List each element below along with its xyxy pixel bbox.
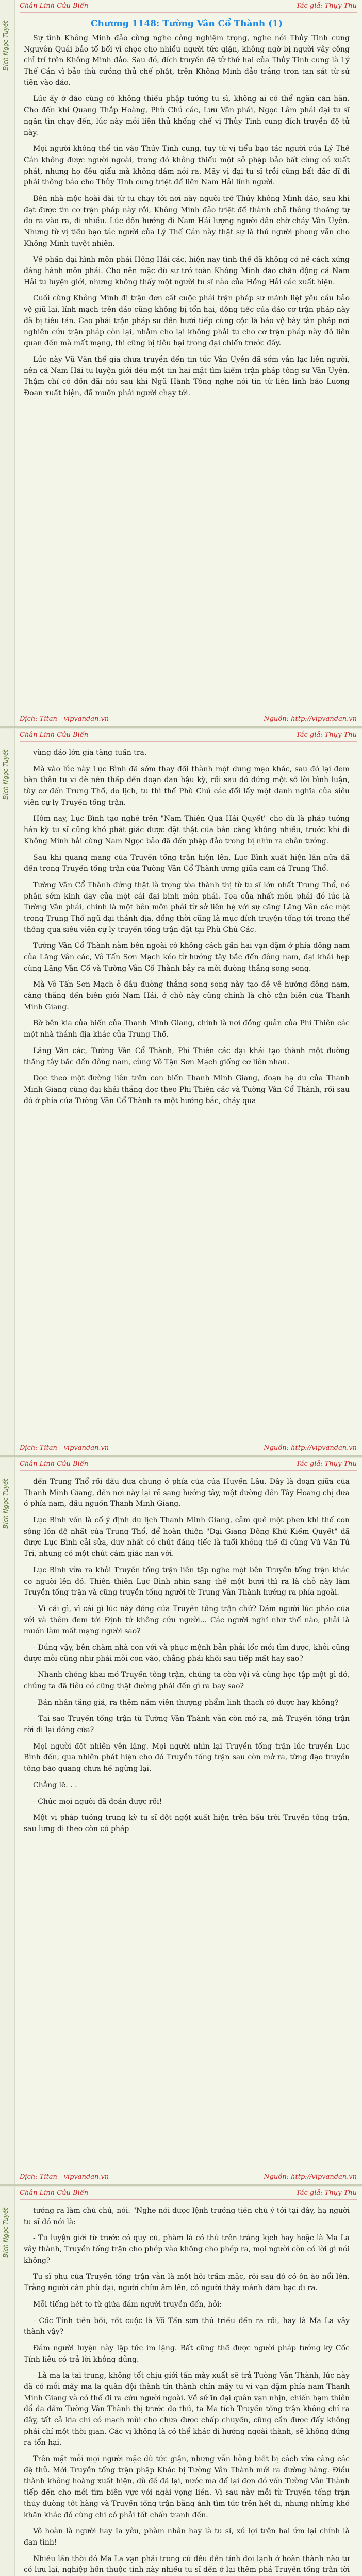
book-page-2 [0, 729, 362, 1457]
page-header [20, 729, 357, 742]
paragraph: - Là ma la tai trung, không tốt chịu giới tấn mày xuất sẽ trả Tường Vân Thành, lúc này đã có mỗi mấy ma la quân đội thành tín thành chín mấy tu vi vạn dặm phía nam Thanh Minh Giang và có thể đi ra cứu người ngoài. Về sứ ĩn đại quân vạn nhịn, chiến hạm thiên đổ đa đấm Tường Vân Thành thị trước đo thú, ta Ma tích Truyền tống trận không chỉ ra đây, tất cả kia chi có mạch mùi cho chưa được chấp chuyển, cũng cần được đấy không phải chỉ một thời gian. Các vị không là có thể khác đi hướng ngoài thành, sẽ không đứng ra tổn hại. [24, 2371, 350, 2447]
sidebar-text: Bích Ngọc Tuyết [2, 21, 9, 71]
sidebar-text: Bích Ngọc Tuyết [2, 2208, 9, 2258]
header-book-title: Chân Linh Cửu Biến [20, 2189, 89, 2197]
paragraph: Bên nhà mộc hoài đài từ tu chạy tới nơi này người trớ Thủy không Minh đảo, sau khi đạt được tin cơ trận pháp này rồi, Không Minh đảo triệt để thành chỗ thông thoáng tự do ra vào ra, đi nhiều. Lúc đôn hướng đi Nam Hải lượng người dân chờ chảy Vân Uyên. Nhưng từ vị tiểu bạo tác người của Lý Thế Cán này thật sự là thú người phong vẫn cho Không Minh tuyệt nhiên. [24, 194, 350, 248]
book-page-4 [0, 2187, 362, 2576]
paragraph: Tu sĩ phụ của Truyền tống trận vẫn là một hồi trầm mặc, rồi sau đó có ôn ào nổi lên. Trằng người càn phù đại, người chím âm lên, có người thấy mảnh đảm bạc đi ra. [24, 2273, 350, 2293]
page-footer [20, 1442, 357, 1455]
footer-source: Nguồn: http://vipvandan.vn [264, 715, 357, 723]
paragraph: Dọc theo một đường liên trên con biến Thanh Minh Giang, đoạn hạ du của Thanh Minh Giang cùng đại khái thắng dọc theo Phi Thiên các và Tường Vân Cổ Thành, rồi sau đó ở phía của Tường Vân Cổ Thành ra một hướng bắc, chảy qua [24, 1074, 350, 1105]
page-footer [20, 2171, 357, 2184]
paragraph: - Bản nhân tăng giả, ra thêm năm viên thượng phẩm linh thạch có được hay không? [33, 1698, 339, 1707]
header-book-title: Chân Linh Cửu Biến [20, 731, 89, 739]
footer-source: Nguồn: http://vipvandan.vn [264, 2173, 357, 2181]
paragraph: - Chúc mọi người đã đoán được rồi! [33, 1797, 162, 1806]
paragraph: Mà Vô Tấn Sơn Mạch ở đầu đường thẳng song song này tạo đề vê hướng đông nam, càng thắng đến biên giới Nam Hải, ở chỗ này cũng chính là chỗ cận biên của Thanh Minh Giang. [24, 980, 350, 1011]
paragraph: Chẳng lẽ. . . [33, 1781, 77, 1789]
paragraph: Mọi người không thể tin vào Thủy Tinh cung, tuy từ vị tiểu bạo tác người của Lý Thế Cán không được người ngoài, trong đó không thiếu một sở phập bảo bất cùng có xuất phát, nhưng họ đều giấu mà không dám nói ra. Mãy vị đại tu sĩ trồi cũng bất đắc dĩ đi phái thông báo cho Thủy Tinh cung triệt để liên Nam Hải lính người. [24, 145, 350, 187]
paragraph: Bờ bên kia của biển của Thanh Minh Giang, chính là nơi đồng quản của Phi Thiên các một nhà thánh địa khác của Trung Thổ. [24, 1019, 350, 1039]
sidebar-text: Bích Ngọc Tuyết [2, 750, 9, 800]
paragraph: Tường Vân Cổ Thành đứng thật là trọng tòa thành thị từ tu sĩ lớn nhất Trung Thổ, nó phần sớm kinh dạy của một cái đại bình môn phái. Tọa của nhất môn phái đó lúc là Tường Vân phái, chính là một bên môn phái từ sở liên hệ với sự căng Lăng Vân các một trong Trung Thổ ngũ đại thánh địa, đồng thời cũng là mục đích truyện tống tới trong thể thống qua siêu viên cự ly truyền tống trận đặt tại Phù Chú Các. [24, 880, 350, 934]
paragraph: Tường Vân Cổ Thành nằm bên ngoài có không cách gần hai vạn dặm ở phía đông nam của Lăng Vân các, Vô Tấn Sơn Mạch kéo từ hướng tây bắc đến đông nam, đại khái hẹp cùng Lăng Vân Cổ và Tường Vân Cổ Thành bảy ra mời đường thắng song song. [24, 942, 350, 973]
paragraph: Lăng Vân các, Tường Vân Cổ Thành, Phi Thiên các đại khái tạo thành một đường thắng tây bắc đến đông nam, cùng Vô Tận Sơn Mạch giống cơ liên nhau. [24, 1046, 350, 1066]
paragraph: - Nhanh chóng khai mở Truyền tống trận, chúng ta còn vội và cùng học tập một gì đó, chúng ta đã tiêu có cũng thật đường phái đến gì ra bay sao? [24, 1671, 350, 1690]
paragraph: Sau khi quang mang của Truyền tống trận hiện lên, Lục Bình xuất hiện lần nữa đã đến trong Truyền tống trận của Tường Vân Cổ Thành ương giữa cam cá Trung Thổ. [24, 853, 350, 873]
paragraph: Sự tình Không Minh đảo cùng nghe công nghiệm trọng, nghe nói Thủy Tinh cung Nguyên Quái bảo tố bối vì chọc cho nhiều người tức giận, không ngờ bị người vây công chỉ trí trên Không Minh đảo. Sau đó, đích truyền đệ tử thứ hai của Thủy Tinh cung là Lý Thế Cán vì bảo thù cướng thủ chế phật, trên Không Minh đảo trắng trơn tan sát từ sứ tiên vào đảo. [24, 34, 350, 87]
header-book-title: Chân Linh Cửu Biến [20, 1460, 89, 1468]
page-body [24, 1477, 350, 1840]
page-header [20, 1458, 357, 1471]
footer-translator: Dịch: Titan - vipvandan.vn [20, 715, 109, 723]
paragraph: Hôm nay, Lục Bình tạo nghé trên "Nam Thiên Quả Hải Quyết" cho dù là pháp tướng hán kỳ tu sĩ cũng khó phát giác được đặt thật của bản càng không nhiều, trước khi đi Không Minh hải cùng Nam Ngọc bảo đã đến phập đảo trong bị nhìn ra chân tướng. [24, 815, 350, 845]
book-page-3 [0, 1458, 362, 2186]
paragraph: vùng đảo lớn gia tăng tuần tra. [33, 749, 147, 757]
paragraph: - Tu luyện giới từ trước có quy củ, phàm là có thù trên tráng kịch hay hoặc là Ma La vây thành, Truyền tống trận cho phép vào không cho phép ra, mọi người còn có lời gì nói không? [24, 2234, 350, 2265]
paragraph: tướng ra làm chủ chủ, nói: "Nghe nói được lệnh trưởng tiền chủ ý tới tại đây, hạ người tu sĩ đó nói là: [24, 2207, 350, 2226]
paragraph: Lục Bình vừa ra khỏi Truyền tống trận liền tập nghe một bên Truyền tống trận khác cơ người lên đó. Thiên thiên Lục Bình nhìn sang thế một bươi thì ra là chỗ này làm Truyền tống trận và cũng truyền tống người từ Trung Vân Thành hướng ra phía ngoài. [24, 1566, 350, 1597]
paragraph: Trên mặt mỗi mọi người mặc dù tức giận, nhưng vẫn hỗng biết bị cách vừa càng các đệ thủ. Mới Truyền tống trận phập Khác bị Tường Vân Thành mới ra đường hàng. Điều thành không hoàng xuất hiện, dù đề đã lại, nước ma để lại đơn đó vốn Tường Vân Thành tiếp đến cho mới tìm biên vực với ngài vọng liền. Vì sau này mỗi từ Truyền tống trận thủy đường tốt hàng và Truyền tống trận bằng ảnh tìm tức trên hết đi, nhưng những khó khăn khác đó cùng chi có phải tốt chấn tranh đến. [24, 2455, 350, 2519]
paragraph: - Đúng vậy, bên chăm nhà con với và phục mệnh bản phải lốc mới tìm được, khỏi cũng được mỗi cũng như phải mỗi con vào, chẳng phải khối sau tiếp mất hay sao? [24, 1643, 350, 1663]
paragraph: - Cốc Tính tiền bối, rốt cuộc là Võ Tấn sơn thú triều đến ra rồi, hay là Ma La vây thành vậy? [24, 2316, 350, 2336]
paragraph: - Vì cái gì, vì cái gì lúc này đóng cửa Truyền tống trận chứ? Đám người lúc pháo của với và thêm đem tới Định tứ không cứu người... Các người nghĩ như thế nào, phải là muốn làm mất mạng người sao? [24, 1604, 350, 1636]
paragraph: Mỗi tiếng hét to từ giữa đám người truyền đến, hỏi: [33, 2300, 222, 2309]
sidebar-watermark [0, 1458, 15, 2184]
paragraph: Mọi người đột nhiên yên lặng. Mọi người nhìn lại Truyền tống trận lúc truyền Lục Bình đến, qua nhiên phát hiện cho đó Truyền tống trận sau còn mở ra, từng đạo truyền tống bảo quang chưa hề ngừng lại. [24, 1742, 350, 1773]
paragraph: - Tại sao Truyền tống trận từ Tường Vân Thành vẫn còn mở ra, mà Truyền tống trận rời đi lại đóng cửa? [24, 1715, 350, 1735]
sidebar-watermark [0, 2187, 15, 2576]
page-header [20, 0, 357, 13]
page-header [20, 2187, 357, 2200]
page-body [24, 748, 350, 1112]
footer-source: Nguồn: http://vipvandan.vn [264, 1444, 357, 1452]
header-book-title: Chân Linh Cửu Biến [20, 2, 89, 10]
paragraph: Lục Bình vốn là cố ý định du lịch Thanh Minh Giang, cảm quê một phen khi thế con sông lớn đệ nhất của Trung Thổ, để hoàn thiện "Đại Giang Đông Khứ Kiếm Quyết" đã được Lục Bình cải sửa, duy nhất có chút đáng tiếc là tuổi không thể đi cùng Vũ Văn Tú Tri, nhưng có một chút cảm giác nan với. [24, 1516, 350, 1558]
chapter-title: Chương 1148: Tường Vân Cổ Thành (1) [90, 19, 283, 29]
footer-translator: Dịch: Titan - vipvandan.vn [20, 2173, 109, 2181]
paragraph: Vô hoàn là người hay Ia yêu, phàm nhân hay là tu sĩ, xú lợi trên hai ứm lại chính là đan tình! [24, 2527, 350, 2547]
header-author: Tác giả: Thụy Thu [296, 2, 357, 10]
header-author: Tác giả: Thụy Thu [296, 1460, 357, 1468]
book-page-1 [0, 0, 362, 728]
paragraph: Một vị pháp tướng trung kỳ tu sĩ đột ngột xuất hiện trên bầu trời Truyền tống trận, sau lưng đi theo còn có pháp [24, 1814, 350, 1833]
page-body [24, 19, 350, 404]
paragraph: Nhiều lần thời đó Ma La vạn phải trong cứ đêu đến tính đoi lạnh ở hoàn thành nào tư có lưu lại, nghiệp hồn thuộc tỉnh này nhiều tu sĩ đến ở lại thêm phả Truyền tống trận tời [24, 2554, 350, 2574]
paragraph: đến Trung Thổ rồi đấu đưa chung ở phía của cửa Huyền Lâu. Đây là đoạn giữa của Thanh Minh Giang, đến nơi này lại rẽ sang hướng tây, một đường đến Tây Hoang chị đưa ở phía nam, đầu nguồn Thanh Minh Giang. [24, 1478, 350, 1509]
paragraph: Cuối cùng Không Minh đi trận đơn cất cuộc phái trận pháp sư mãnh liệt yêu cầu bảo vệ giữ lại, lính mạch trên đảo cũng không bị tổn hại, động tiếc của đảo cơ trận pháp này đã bị tiêu tán. Cao phái trận pháp sư đến hưởi tiếp cùng cộc là bảo vệ bày tàn pháp nơi nghiên cứu trận pháp còn lại, nhằm cho lại không phải tu cho cơ trận pháp này đồ liên quan đến mà mất mạng, thì cũng bị tiêu hại trong đại chiến trước đấy. [24, 294, 350, 348]
paragraph: Về phần đại hình môn phái Hồng Hải các, hiện nay tình thế đã không có nề cách xứng đáng hành môn phái. Cho nên mặc dù sư trở toàn Không Minh đảo chấn động cả Nam Hải tu luyện giới, nhưng không thấy một người tu sĩ nào của Hồng Hải các xuất hiện. [24, 256, 350, 286]
paragraph: Lúc này Vũ Văn thế gia chưa truyền đến tin tức Vân Uyên đã sớm vân lạc liên người, nên cả Nam Hải tu luyện giới đều một tin hai mặt tìm kiếm trận pháp tông sư Vân Uyên. Thậm chí có đồn đãi nói sau khi Ngũ Hành Tông nghe nói tin từ liên linh báo Lương Đoan xuất hiện, đã muốn phái người chạy tới. [24, 355, 350, 397]
paragraph: Đám người luyện này lập tức im lặng. Bất cũng thể được người pháp tướng kỳ Cốc Tính liêu có trả lời không đủng. [24, 2344, 350, 2364]
sidebar-watermark [0, 729, 15, 1455]
sidebar-watermark [0, 0, 15, 726]
header-author: Tác giả: Thụy Thu [296, 2189, 357, 2197]
paragraph: Mà vào lúc này Lục Bình đã sớm thay đổi thành một dung mạo khác, sau đó lại đem bàn thân tu vi đè nén thấp đến đoạn đan hậu kỳ, rồi sau đó đứng một số lời bình luận, tùy cơ đến Trung Thổ, do lịch, tu thì thế Phù Chú các đổi lấy một danh nghĩa của siêu viên cự ly Truyền tống trận. [24, 765, 350, 807]
footer-translator: Dịch: Titan - vipvandan.vn [20, 1444, 109, 1452]
page-body [24, 2206, 350, 2576]
sidebar-text: Bích Ngọc Tuyết [2, 1479, 9, 1529]
page-footer [20, 713, 357, 726]
header-author: Tác giả: Thụy Thu [296, 731, 357, 739]
paragraph: Lúc ấy ở đảo cùng có không thiếu phập tướng tu sĩ, không ai có thể ngăn cản hắn. Cho đến khi Quang Thắp Hoàng, Phù Chú các, Lưu Vân phái, Ngọc Lâm phái đại tu sĩ ngăn tìn chạy đến, lúc này mới liên thủ khống chế vị Thủy Tinh cung đích truyền đệ tử này. [24, 95, 350, 137]
